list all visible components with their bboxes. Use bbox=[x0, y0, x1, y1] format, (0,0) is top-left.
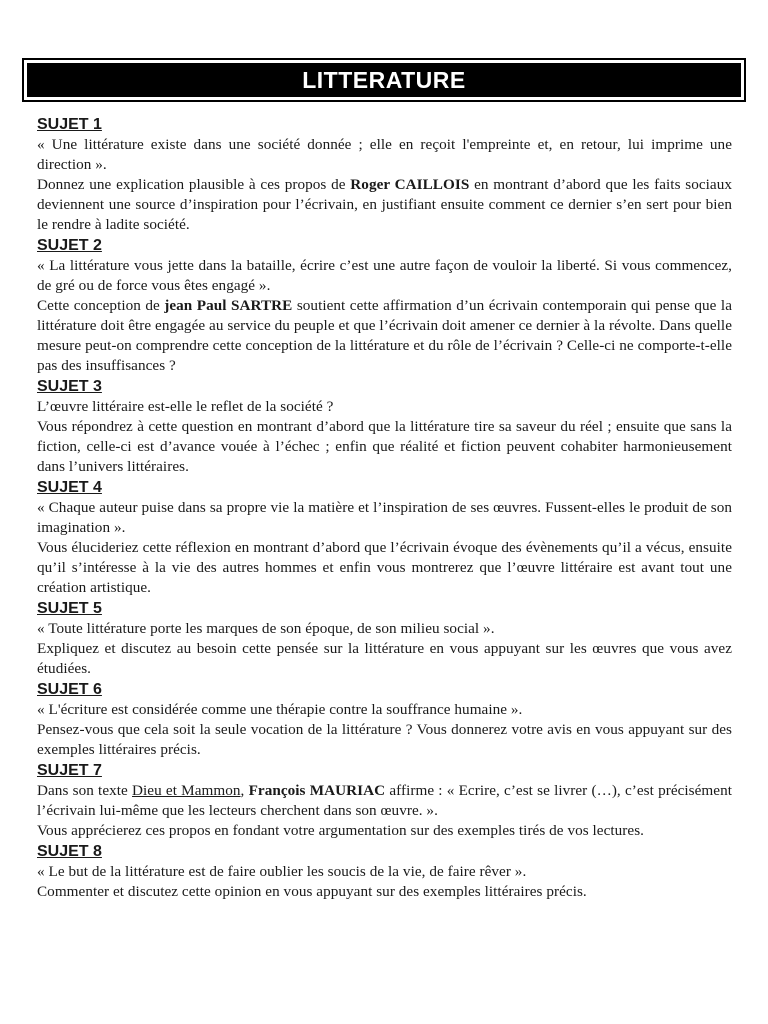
subject-title: SUJET 6 bbox=[37, 681, 102, 698]
text-segment: L’œuvre littéraire est-elle le reflet de la société ? bbox=[37, 398, 334, 415]
text-segment: Commenter et discutez cette opinion en vous appuyant sur des exemples littéraires précis. bbox=[37, 883, 587, 900]
text-segment: Dans son texte bbox=[37, 782, 133, 799]
subject-quote bbox=[37, 781, 732, 821]
text-segment: « Le but de la littérature est de faire oublier les soucis de la vie, de faire rêver ». bbox=[37, 863, 527, 880]
text-segment: Cette conception de bbox=[37, 297, 165, 314]
subject-title: SUJET 1 bbox=[37, 116, 102, 133]
subject-quote bbox=[37, 135, 732, 175]
text-segment: Expliquez et discutez au besoin cette pensée sur la littérature en vous appuyant sur les œuvres que vous avez étudiées. bbox=[37, 640, 732, 677]
subject-instruction bbox=[37, 821, 732, 841]
subject-quote bbox=[37, 256, 732, 296]
subject-title: SUJET 7 bbox=[37, 762, 102, 779]
subject-instruction bbox=[37, 175, 732, 235]
subject-block bbox=[37, 377, 732, 477]
subject-block bbox=[37, 236, 732, 376]
author-name: François MAURIAC bbox=[248, 782, 386, 799]
subject-title: SUJET 8 bbox=[37, 843, 102, 860]
subject-block bbox=[37, 680, 732, 760]
page-title: LITTERATURE bbox=[27, 63, 741, 97]
subject-block bbox=[37, 115, 732, 235]
title-banner bbox=[22, 58, 746, 102]
subject-quote bbox=[37, 700, 732, 720]
subject-quote bbox=[37, 862, 732, 882]
work-title: Dieu et Mammon bbox=[132, 782, 241, 799]
subject-instruction bbox=[37, 720, 732, 760]
subject-block bbox=[37, 842, 732, 902]
subject-quote bbox=[37, 397, 732, 417]
subject-title: SUJET 2 bbox=[37, 237, 102, 254]
subjects-list bbox=[37, 114, 732, 902]
subject-block bbox=[37, 478, 732, 598]
text-segment: Pensez-vous que cela soit la seule vocation de la littérature ? Vous donnerez votre avis en vous appuyant sur des exemples littéraires précis. bbox=[37, 721, 732, 758]
subject-title: SUJET 5 bbox=[37, 600, 102, 617]
subject-instruction bbox=[37, 882, 732, 902]
author-name: jean Paul SARTRE bbox=[164, 297, 293, 314]
text-segment: Vous élucideriez cette réflexion en montrant d’abord que l’écrivain évoque des évènements qu’il a vécus, ensuite qu’il s’intéresse à la vie des autres hommes et enfin vous montrerez que l’œuvre littéraire est avant tout une création artistique. bbox=[37, 539, 732, 596]
text-segment: « Une littérature existe dans une société donnée ; elle en reçoit l'empreinte et, en retour, lui imprime une direction ». bbox=[37, 136, 732, 173]
subject-title: SUJET 4 bbox=[37, 479, 102, 496]
subject-title: SUJET 3 bbox=[37, 378, 102, 395]
text-segment: Donnez une explication plausible à ces propos de bbox=[37, 176, 351, 193]
text-segment: affirme : « Ecrire, c’est se livrer (…), c’est précisément l’écrivain lui-même que les lecteurs cherchent dans son œuvre. ». bbox=[37, 782, 732, 819]
subject-block bbox=[37, 599, 732, 679]
subject-instruction bbox=[37, 417, 732, 477]
author-name: Roger CAILLOIS bbox=[350, 176, 470, 193]
text-segment: « Toute littérature porte les marques de son époque, de son milieu social ». bbox=[37, 620, 495, 637]
text-segment: Vous apprécierez ces propos en fondant votre argumentation sur des exemples tirés de vos lectures. bbox=[37, 822, 645, 839]
text-segment: Vous répondrez à cette question en montrant d’abord que la littérature tire sa saveur du réel ; ensuite que sans la fiction, celle-ci est d’avance vouée à l’échec ; enfin que réalité et fiction peuvent cohabiter harmonieusement dans l’univers littéraires. bbox=[37, 418, 732, 475]
text-segment: « Chaque auteur puise dans sa propre vie la matière et l’inspiration de ses œuvres. Fussent-elles le produit de son imagination ». bbox=[37, 499, 732, 536]
text-segment: « La littérature vous jette dans la bataille, écrire c’est une autre façon de vouloir la liberté. Si vous commencez, de gré ou de force vous êtes engagé ». bbox=[37, 257, 732, 294]
subject-quote bbox=[37, 619, 732, 639]
subject-instruction bbox=[37, 639, 732, 679]
subject-block bbox=[37, 761, 732, 841]
text-segment: soutient cette affirmation d’un écrivain contemporain qui pense que la littérature doit être engagée au service du peuple et que l’écrivain doit amener ce dernier à la révolte. Dans quelle mesure peut-on comprendre cette conception de la littérature et du rôle de l’écrivain ? Celle-ci ne comporte-t-elle pas des insuffisances ? bbox=[37, 297, 732, 374]
text-segment: « L'écriture est considérée comme une thérapie contre la souffrance humaine ». bbox=[37, 701, 523, 718]
subject-instruction bbox=[37, 296, 732, 376]
subject-instruction bbox=[37, 538, 732, 598]
subject-quote bbox=[37, 498, 732, 538]
text-segment: en montrant d’abord que les faits sociaux deviennent une source d’inspiration pour l’écrivain, en justifiant ensuite comment ce dernier s’en sert pour bien le rendre à ladite société. bbox=[37, 176, 733, 233]
text-segment: , bbox=[240, 782, 249, 799]
